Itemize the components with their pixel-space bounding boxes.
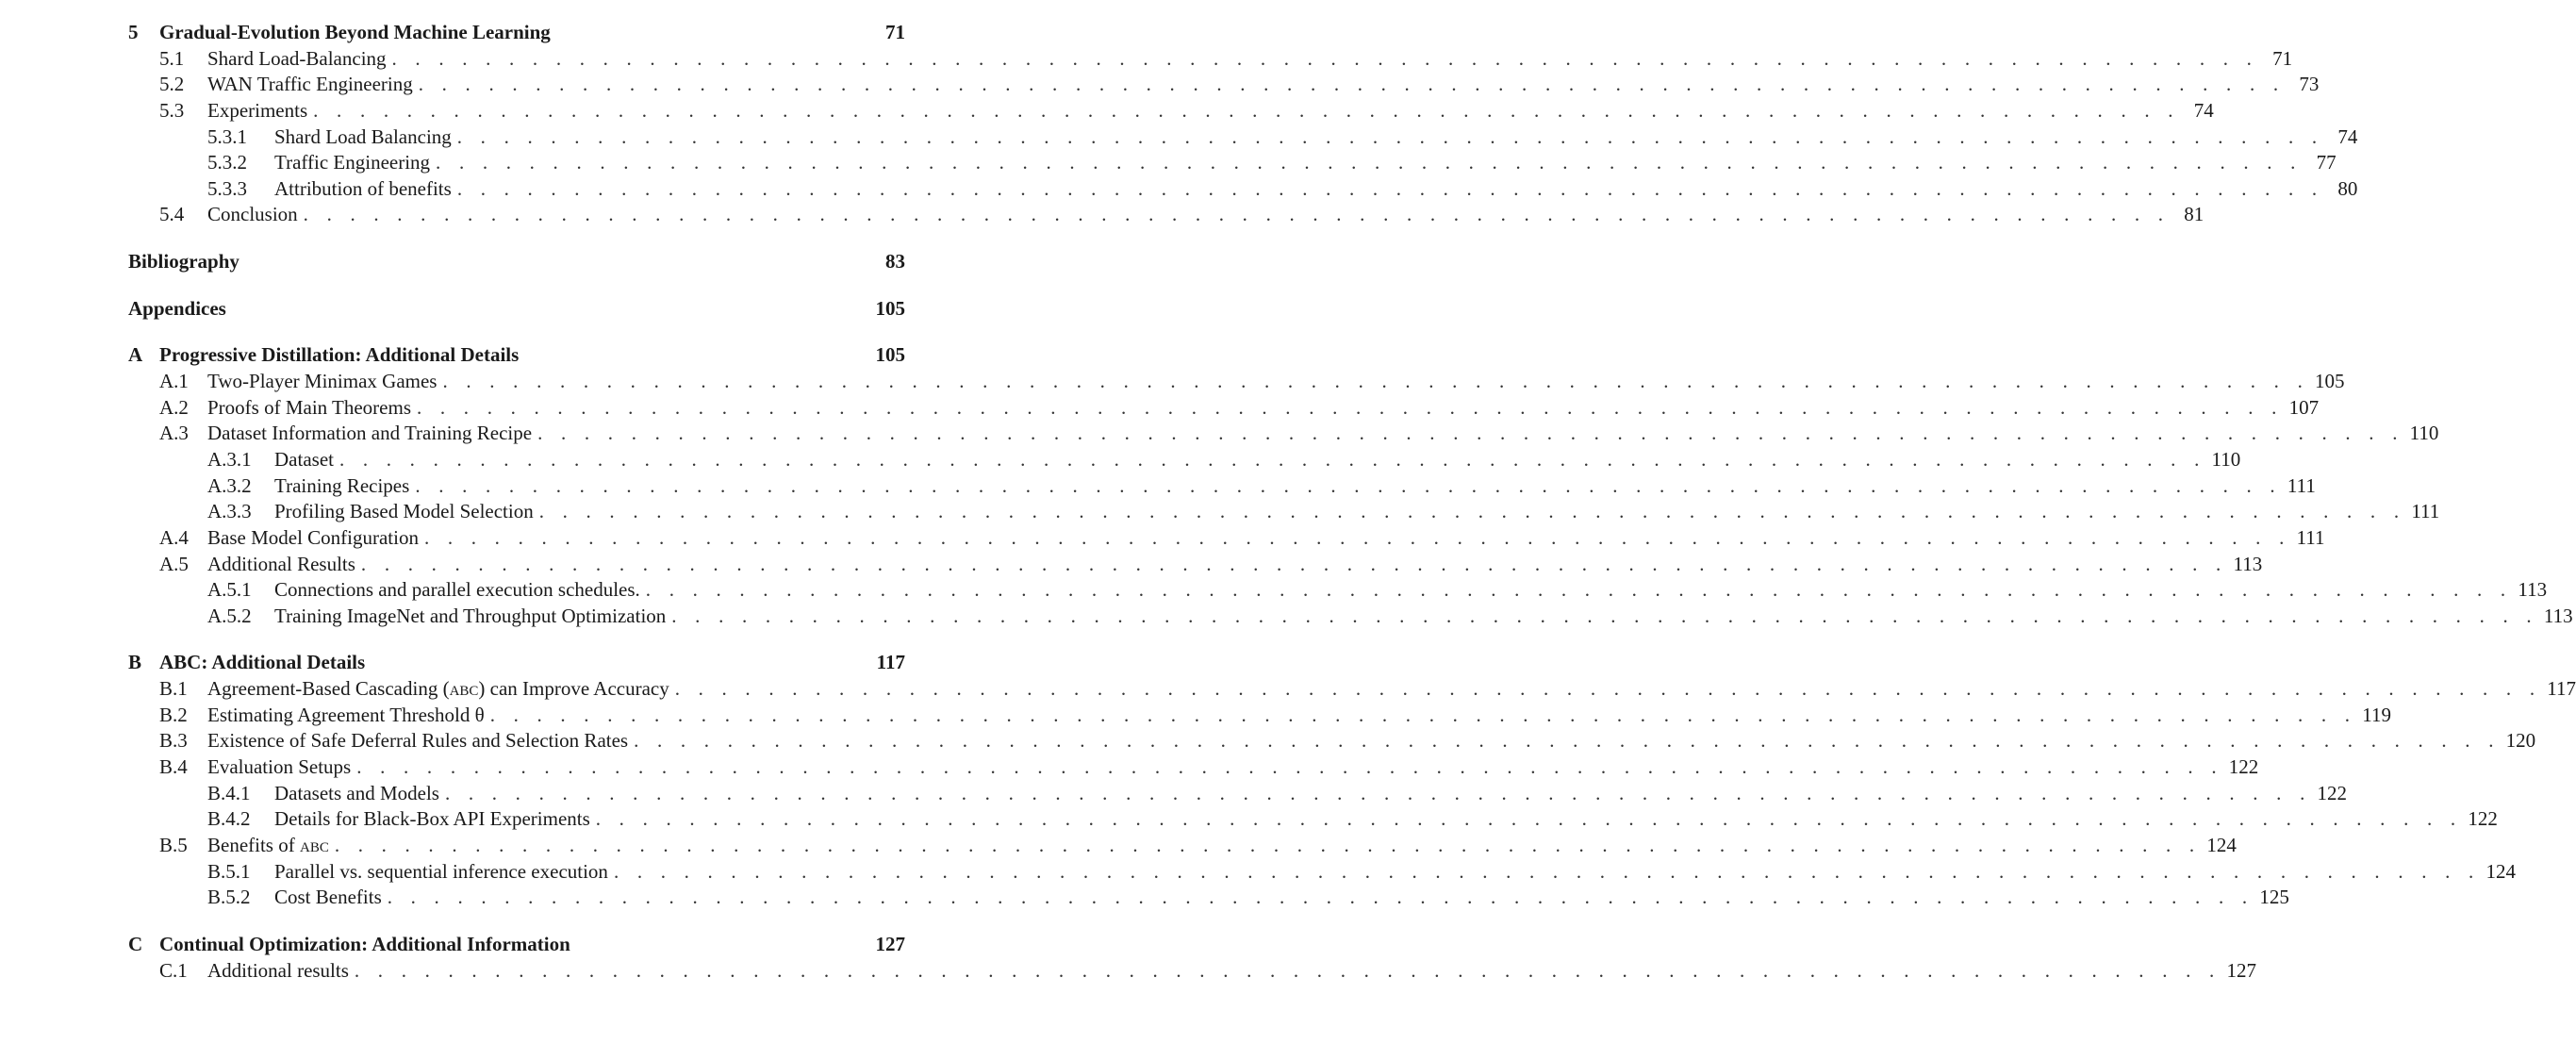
toc-entry-number: A.5.2: [207, 604, 252, 627]
toc-entry-page: 110: [2211, 447, 2241, 471]
toc-entry-page: 77: [2316, 151, 2337, 174]
toc-entry-number: 5.2: [159, 73, 185, 96]
toc-entry-title: Agreement-Based Cascading (abc) can Improve Accuracy: [207, 677, 669, 701]
dot-leader: . . . . . . . . . . . . . . . . . . . . . . . . . . . . . . . . . . . . . . . . . . . . . . . . . . . . . . . . . . . . . . . . . . . . . . . . . . . . . . . .: [595, 807, 2463, 831]
toc-entry-page: 107: [2288, 395, 2320, 419]
toc-entry-subsection[interactable]: [128, 447, 2241, 473]
dot-leader: . . . . . . . . . . . . . . . . . . . . . . . . . . . . . . . . . . . . . . . . . . . . . . . . . . . . . . . . . . . . . . . . . . . . . . . . . . . . . . . .: [303, 203, 2171, 226]
toc-entry-page: 81: [2184, 203, 2204, 226]
toc-entry-title: Shard Load Balancing: [274, 124, 452, 148]
toc-entry-page: 110: [2409, 422, 2439, 445]
toc-entry-number: A.3.2: [207, 473, 252, 497]
toc-entry-section[interactable]: [128, 395, 2320, 422]
toc-entry-page: 120: [2505, 729, 2536, 753]
table-of-contents: [128, 20, 2576, 984]
toc-entry-number: B.5.2: [207, 886, 251, 909]
toc-entry-title: Cost Benefits: [274, 886, 382, 909]
toc-entry-title: Evaluation Setups: [207, 755, 352, 779]
toc-entry-title: Traffic Engineering: [274, 151, 431, 174]
dot-leader: . . . . . . . . . . . . . . . . . . . . . . . . . . . . . . . . . . . . . . . . . . . . . . . . . . . . . . . . . . . . . . . . . . . . . . . . . . . . . . . .: [387, 886, 2254, 909]
dot-leader: . . . . . . . . . . . . . . . . . . . . . . . . . . . . . . . . . . . . . . . . . . . . . . . . . . . . . . . . . . . . . . . . . . . . . . . . . . . . . . . .: [360, 552, 2228, 575]
toc-entry-subsection[interactable]: [128, 806, 2498, 833]
dot-leader: . . . . . . . . . . . . . . . . . . . . . . . . . . . . . . . . . . . . . . . . . . . . . . . . . . . . . . . . . . . . . . . . . . . . . . . . . . . . . . . .: [418, 73, 2286, 96]
toc-entry-title: Dataset Information and Training Recipe: [207, 422, 533, 445]
toc-entry-title: Training ImageNet and Throughput Optimization: [274, 604, 667, 627]
dot-leader: . . . . . . . . . . . . . . . . . . . . . . . . . . . . . . . . . . . . . . . . . . . . . . . . . . . . . . . . . . . . . . . . . . . . . . . . . . . . . . . .: [634, 729, 2501, 753]
toc-entry-page: 119: [2362, 703, 2391, 726]
toc-entry-number: 5.3.3: [207, 176, 247, 200]
toc-entry-title: Base Model Configuration: [207, 525, 419, 549]
dot-leader: . . . . . . . . . . . . . . . . . . . . . . . . . . . . . . . . . . . . . . . . . . . . . . . . . . . . . . . . . . . . . . . . . . . . . . . . . . . . . . . .: [456, 124, 2324, 148]
toc-entry-title: WAN Traffic Engineering: [207, 73, 413, 96]
toc-entry-title: Details for Black-Box API Experiments: [274, 807, 590, 831]
toc-entry-page: 83: [885, 250, 905, 273]
toc-entry-page: 113: [2233, 552, 2263, 575]
toc-entry-page: 74: [2193, 98, 2214, 122]
toc-entry-section[interactable]: [128, 46, 2293, 73]
toc-entry-title: Proofs of Main Theorems: [207, 395, 411, 419]
toc-entry-number: A.5: [159, 552, 189, 575]
toc-entry-title: Continual Optimization: Additional Information: [159, 932, 570, 955]
toc-entry-subsection[interactable]: [128, 473, 2316, 500]
toc-entry-subsection[interactable]: [128, 150, 2337, 176]
toc-entry-title: Additional Results: [207, 552, 355, 575]
toc-entry-title: Profiling Based Model Selection: [274, 500, 534, 523]
abc-acronym: abc: [299, 833, 329, 856]
toc-entry-subsection[interactable]: [128, 781, 2348, 807]
toc-entry-title: Two-Player Minimax Games: [207, 370, 438, 393]
toc-entry-number: B.1: [159, 677, 188, 701]
toc-entry-number: A.4: [159, 525, 189, 549]
toc-entry-title: Attribution of benefits: [274, 176, 452, 200]
toc-entry-number: B.3: [159, 729, 188, 753]
dot-leader: . . . . . . . . . . . . . . . . . . . . . . . . . . . . . . . . . . . . . . . . . . . . . . . . . . . . . . . . . . . . . . . . . . . . . . . . . . . . . . . .: [313, 98, 2180, 122]
toc-entry-page: 74: [2337, 124, 2358, 148]
toc-entry-page: 71: [885, 21, 905, 43]
toc-entry-chapter[interactable]: [128, 296, 905, 323]
toc-entry-number: B.4.2: [207, 807, 251, 831]
dot-leader: . . . . . . . . . . . . . . . . . . . . . . . . . . . . . . . . . . . . . . . . . . . . . . . . . . . . . . . . . . . . . . . . . . . . . . . . . . . . . . . .: [339, 447, 2206, 471]
toc-entry-section[interactable]: [128, 958, 2256, 985]
toc-entry-section[interactable]: [128, 525, 2325, 552]
toc-entry-section[interactable]: [128, 72, 2320, 98]
toc-entry-title: Experiments: [207, 98, 308, 122]
toc-entry-page: 111: [2296, 525, 2325, 549]
dot-leader: . . . . . . . . . . . . . . . . . . . . . . . . . . . . . . . . . . . . . . . . . . . . . . . . . . . . . . . . . . . . . . . . . . . . . . . . . . . . . . . .: [415, 473, 2282, 497]
dot-leader: . . . . . . . . . . . . . . . . . . . . . . . . . . . . . . . . . . . . . . . . . . . . . . . . . . . . . . . . . . . . . . . . . . . . . . . . . . . . . . . .: [538, 500, 2406, 523]
toc-entry-page: 73: [2299, 73, 2320, 96]
toc-entry-number: 5.3: [159, 98, 185, 122]
toc-entry-number: A.3: [159, 422, 189, 445]
toc-entry-subsection[interactable]: [128, 577, 2548, 604]
toc-entry-number: A.3.1: [207, 447, 252, 471]
toc-entry-page: 113: [2518, 578, 2548, 602]
toc-entry-number: 5: [128, 21, 139, 43]
toc-entry-title: Existence of Safe Deferral Rules and Selection Rates: [207, 729, 629, 753]
toc-entry-page: 127: [875, 932, 905, 955]
dot-leader: . . . . . . . . . . . . . . . . . . . . . . . . . . . . . . . . . . . . . . . . . . . . . . . . . . . . . . . . . . . . . . . . . . . . . . . . . . . . . . . .: [489, 703, 2357, 726]
toc-entry-title: Appendices: [128, 296, 226, 320]
toc-entry-title: Bibliography: [128, 250, 239, 273]
toc-entry-section[interactable]: [128, 833, 2237, 859]
toc-entry-number: C: [128, 932, 143, 955]
toc-entry-title: Additional results: [207, 958, 349, 982]
dot-leader: . . . . . . . . . . . . . . . . . . . . . . . . . . . . . . . . . . . . . . . . . . . . . . . . . . . . . . . . . . . . . . . . . . . . . . . . . . . . . . . .: [334, 833, 2202, 856]
toc-entry-subsection[interactable]: [128, 499, 2440, 525]
toc-entry-section[interactable]: [128, 754, 2259, 781]
toc-entry-number: B.4.1: [207, 781, 251, 804]
toc-entry-section[interactable]: [128, 202, 2204, 228]
toc-entry-number: B.5.1: [207, 859, 251, 883]
toc-entry-chapter[interactable]: [128, 932, 905, 958]
toc-entry-page: 117: [2547, 677, 2576, 701]
toc-entry-number: 5.3.2: [207, 151, 247, 174]
toc-entry-subsection[interactable]: [128, 604, 2573, 630]
toc-entry-title: Estimating Agreement Threshold θ: [207, 703, 485, 726]
toc-entry-title: Connections and parallel execution schedules.: [274, 578, 640, 602]
dot-leader: . . . . . . . . . . . . . . . . . . . . . . . . . . . . . . . . . . . . . . . . . . . . . . . . . . . . . . . . . . . . . . . . . . . . . . . . . . . . . . . .: [444, 781, 2312, 804]
toc-entry-page: 125: [2259, 886, 2289, 909]
toc-entry-section[interactable]: [128, 552, 2263, 578]
toc-entry-page: 127: [2226, 958, 2256, 982]
toc-entry-number: A.2: [159, 395, 189, 419]
toc-entry-title: Training Recipes: [274, 473, 410, 497]
toc-entry-title: Conclusion: [207, 203, 298, 226]
toc-entry-page: 122: [2468, 807, 2498, 831]
toc-entry-chapter[interactable]: [128, 249, 905, 275]
toc-entry-page: 80: [2337, 176, 2358, 200]
dot-leader: . . . . . . . . . . . . . . . . . . . . . . . . . . . . . . . . . . . . . . . . . . . . . . . . . . . . . . . . . . . . . . . . . . . . . . . . . . . . . . . .: [537, 422, 2404, 445]
toc-entry-subsection[interactable]: [128, 885, 2289, 911]
dot-leader: . . . . . . . . . . . . . . . . . . . . . . . . . . . . . . . . . . . . . . . . . . . . . . . . . . . . . . . . . . . . . . . . . . . . . . . . . . . . . . . .: [391, 46, 2259, 70]
toc-entry-title: Shard Load-Balancing: [207, 46, 387, 70]
toc-entry-chapter[interactable]: [128, 342, 905, 369]
toc-entry-page: 124: [2206, 833, 2237, 856]
toc-entry-title: Dataset: [274, 447, 334, 471]
dot-leader: . . . . . . . . . . . . . . . . . . . . . . . . . . . . . . . . . . . . . . . . . . . . . . . . . . . . . . . . . . . . . . . . . . . . . . . . . . . . . . . .: [442, 370, 2310, 393]
dot-leader: . . . . . . . . . . . . . . . . . . . . . . . . . . . . . . . . . . . . . . . . . . . . . . . . . . . . . . . . . . . . . . . . . . . . . . . . . . . . . . . .: [423, 525, 2291, 549]
toc-entry-number: 5.1: [159, 46, 185, 70]
toc-entry-number: B.4: [159, 755, 188, 779]
toc-entry-chapter[interactable]: [128, 650, 905, 676]
toc-entry-number: A.1: [159, 370, 189, 393]
toc-entry-chapter[interactable]: [128, 20, 905, 46]
toc-entry-page: 105: [875, 296, 905, 320]
toc-entry-section[interactable]: [128, 369, 2345, 395]
toc-entry-page: 71: [2272, 46, 2293, 70]
toc-entry-page: 105: [875, 343, 905, 367]
toc-entry-page: 105: [2315, 370, 2345, 393]
toc-entry-title: Benefits of abc: [207, 833, 329, 856]
toc-entry-page: 117: [876, 651, 905, 674]
toc-entry-section[interactable]: [128, 703, 2391, 729]
toc-entry-number: 5.3.1: [207, 124, 247, 148]
toc-entry-number: B.2: [159, 703, 188, 726]
toc-entry-title: Datasets and Models: [274, 781, 439, 804]
toc-entry-page: 122: [2317, 781, 2348, 804]
toc-entry-title: ABC: Additional Details: [159, 651, 366, 674]
toc-entry-subsection[interactable]: [128, 859, 2516, 886]
toc-entry-number: C.1: [159, 958, 188, 982]
dot-leader: . . . . . . . . . . . . . . . . . . . . . . . . . . . . . . . . . . . . . . . . . . . . . . . . . . . . . . . . . . . . . . . . . . . . . . . . . . . . . . . .: [354, 958, 2221, 982]
toc-entry-title: Progressive Distillation: Additional Details: [159, 343, 520, 367]
dot-leader: . . . . . . . . . . . . . . . . . . . . . . . . . . . . . . . . . . . . . . . . . . . . . . . . . . . . . . . . . . . . . . . . . . . . . . . . . . . . . . . .: [436, 151, 2303, 174]
toc-entry-number: B.5: [159, 833, 188, 856]
dot-leader: . . . . . . . . . . . . . . . . . . . . . . . . . . . . . . . . . . . . . . . . . . . . . . . . . . . . . . . . . . . . . . . . . . . . . . . . . . . . . . . .: [674, 677, 2542, 701]
dot-leader: . . . . . . . . . . . . . . . . . . . . . . . . . . . . . . . . . . . . . . . . . . . . . . . . . . . . . . . . . . . . . . . . . . . . . . . . . . . . . . . .: [671, 604, 2538, 627]
toc-entry-subsection[interactable]: [128, 124, 2358, 151]
toc-entry-subsection[interactable]: [128, 176, 2358, 203]
toc-entry-number: A.5.1: [207, 578, 252, 602]
dot-leader: . . . . . . . . . . . . . . . . . . . . . . . . . . . . . . . . . . . . . . . . . . . . . . . . . . . . . . . . . . . . . . . . . . . . . . . . . . . . . . . .: [356, 755, 2223, 779]
toc-entry-number: 5.4: [159, 203, 185, 226]
toc-entry-page: 122: [2228, 755, 2259, 779]
toc-entry-page: 111: [2411, 500, 2440, 523]
toc-entry-number: B: [128, 651, 142, 674]
dot-leader: . . . . . . . . . . . . . . . . . . . . . . . . . . . . . . . . . . . . . . . . . . . . . . . . . . . . . . . . . . . . . . . . . . . . . . . . . . . . . . . .: [456, 176, 2324, 200]
toc-entry-number: A.3.3: [207, 500, 252, 523]
toc-entry-section[interactable]: [128, 676, 2576, 703]
toc-entry-number: A: [128, 343, 143, 367]
dot-leader: . . . . . . . . . . . . . . . . . . . . . . . . . . . . . . . . . . . . . . . . . . . . . . . . . . . . . . . . . . . . . . . . . . . . . . . . . . . . . . . .: [645, 578, 2513, 602]
toc-entry-title: Gradual-Evolution Beyond Machine Learning: [159, 21, 551, 43]
toc-entry-page: 124: [2485, 859, 2516, 883]
abc-acronym: abc: [449, 677, 479, 701]
dot-leader: . . . . . . . . . . . . . . . . . . . . . . . . . . . . . . . . . . . . . . . . . . . . . . . . . . . . . . . . . . . . . . . . . . . . . . . . . . . . . . . .: [613, 859, 2481, 883]
toc-entry-page: 113: [2543, 604, 2573, 627]
toc-entry-section[interactable]: [128, 98, 2214, 124]
toc-entry-title: Parallel vs. sequential inference execution: [274, 859, 608, 883]
toc-entry-page: 111: [2287, 473, 2316, 497]
toc-entry-section[interactable]: [128, 728, 2536, 754]
toc-entry-section[interactable]: [128, 421, 2439, 447]
dot-leader: . . . . . . . . . . . . . . . . . . . . . . . . . . . . . . . . . . . . . . . . . . . . . . . . . . . . . . . . . . . . . . . . . . . . . . . . . . . . . . . .: [417, 395, 2284, 419]
